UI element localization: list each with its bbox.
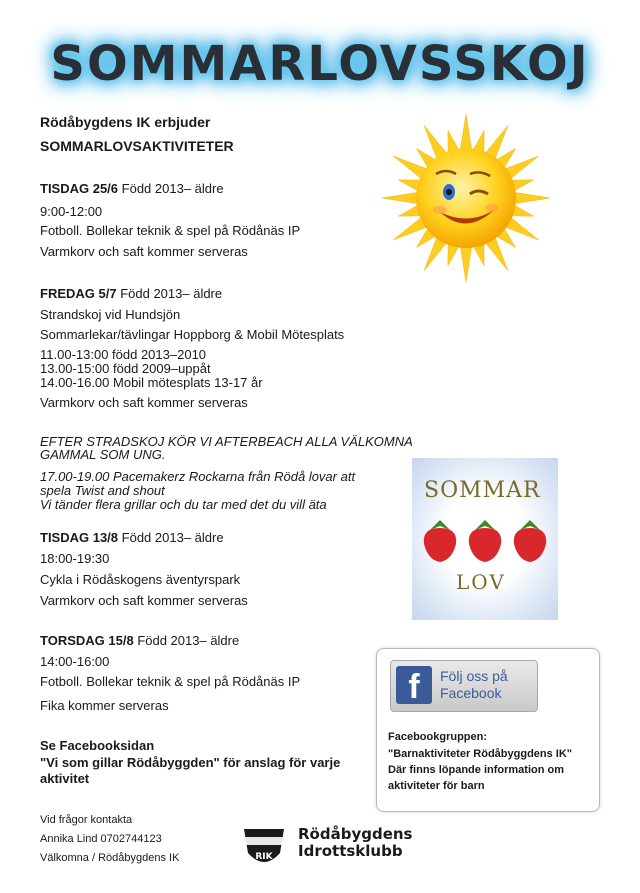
event-2-time: 13.00-15:00 född 2009–uppåt	[40, 361, 211, 376]
sun-ray	[460, 246, 471, 282]
facebook-info-line: Facebookgruppen:	[388, 731, 488, 743]
event-1-day: TISDAG 25/6	[40, 181, 119, 196]
facebook-note-lead: Se Facebooksidan	[40, 738, 155, 753]
intro-line	[40, 114, 210, 130]
facebook-follow-line2: Facebook	[440, 685, 502, 701]
afterbeach-line: EFTER STRADSKOJ KÖR VI AFTERBEACH ALLA VÄLKOMNA	[40, 434, 413, 449]
event-1-age: Född 2013– äldre	[121, 181, 224, 196]
afterbeach-detail: Vi tänder flera grillar och du tar med det du vill äta	[40, 497, 327, 512]
event-3-header	[40, 530, 224, 546]
facebook-follow-line1: Följ oss på	[440, 668, 508, 684]
club-name	[298, 826, 413, 860]
event-1-line: Varmkorv och saft kommer serveras	[40, 244, 248, 259]
afterbeach-detail: 17.00-19.00 Pacemakerz Rockarna från Rödå lovar att	[40, 469, 356, 484]
sun-ray	[514, 192, 550, 203]
event-2-time: 14.00-16.00 Mobil mötesplats 13-17 år	[40, 375, 263, 390]
event-4-line: Fika kommer serveras	[40, 698, 169, 713]
offer-word: erbjuder	[154, 114, 211, 130]
club-name-line2: Idrottsklubb	[298, 842, 403, 860]
sun-face	[416, 148, 516, 248]
event-2-header	[40, 286, 222, 302]
event-4-line: Fotboll. Bollekar teknik & spel på Rödånäs IP	[40, 674, 301, 689]
event-2-line: Strandskoj vid Hundsjön	[40, 307, 181, 322]
event-4-line: 14:00-16:00	[40, 654, 110, 669]
event-2-line: Sommarlekar/tävlingar Hoppborg & Mobil Mötesplats	[40, 327, 345, 342]
org-name: Rödåbygdens IK	[40, 114, 151, 130]
sommar-lov-picture	[412, 458, 558, 620]
lov-word: LOV	[456, 570, 506, 594]
sun-ray	[382, 192, 418, 203]
event-2-day: FREDAG 5/7	[40, 286, 117, 301]
club-badge-icon	[236, 823, 292, 871]
strawberries-icon	[418, 514, 552, 564]
event-3-line: Cykla i Rödåskogens äventyrspark	[40, 572, 241, 587]
sun-ray	[460, 114, 471, 150]
event-1-line: Fotboll. Bollekar teknik & spel på Rödånäs IP	[40, 223, 301, 238]
event-4-age: Född 2013– äldre	[137, 633, 240, 648]
sun-illustration	[370, 112, 562, 282]
event-3-day: TISDAG 13/8	[40, 530, 119, 545]
facebook-note-line: "Vi som gillar Rödåbyggden" för anslag för varje	[40, 755, 341, 770]
event-1-header	[40, 181, 224, 197]
facebook-note-line: aktivitet	[40, 771, 90, 786]
event-3-age: Född 2013– äldre	[121, 530, 224, 545]
afterbeach-line: GAMMAL SOM UNG.	[40, 447, 166, 462]
club-name-line1: Rödåbygdens	[298, 825, 413, 843]
event-2-time: 11.00-13:00 född 2013–2010	[40, 347, 207, 362]
event-2-age: Född 2013– äldre	[120, 286, 223, 301]
facebook-info-line: Där finns löpande information om	[388, 764, 565, 776]
facebook-icon: f	[396, 666, 432, 704]
page-title: SOMMARLOVSSKOJ	[50, 36, 590, 92]
event-4-header	[40, 633, 239, 649]
club-badge-text: RIK	[255, 852, 273, 862]
event-3-line: Varmkorv och saft kommer serveras	[40, 593, 248, 608]
contact-line: Annika Lind 0702744123	[40, 833, 162, 845]
facebook-follow-label[interactable]	[440, 668, 508, 702]
contact-line: Vid frågor kontakta	[40, 814, 133, 826]
event-2-footer: Varmkorv och saft kommer serveras	[40, 395, 248, 410]
facebook-info-line: "Barnaktiviteter Rödåbyggdens IK"	[388, 748, 573, 760]
contact-line: Välkomna / Rödåbygdens IK	[40, 852, 180, 864]
afterbeach-detail: spela Twist and shout	[40, 483, 165, 498]
facebook-info-line: aktiviteter för barn	[388, 780, 485, 792]
event-3-line: 18:00-19:30	[40, 551, 110, 566]
event-1-line: 9:00-12:00	[40, 204, 103, 219]
intro-headline: SOMMARLOVSAKTIVITETER	[40, 138, 234, 154]
event-4-day: TORSDAG 15/8	[40, 633, 134, 648]
sommar-word: SOMMAR	[424, 478, 541, 503]
